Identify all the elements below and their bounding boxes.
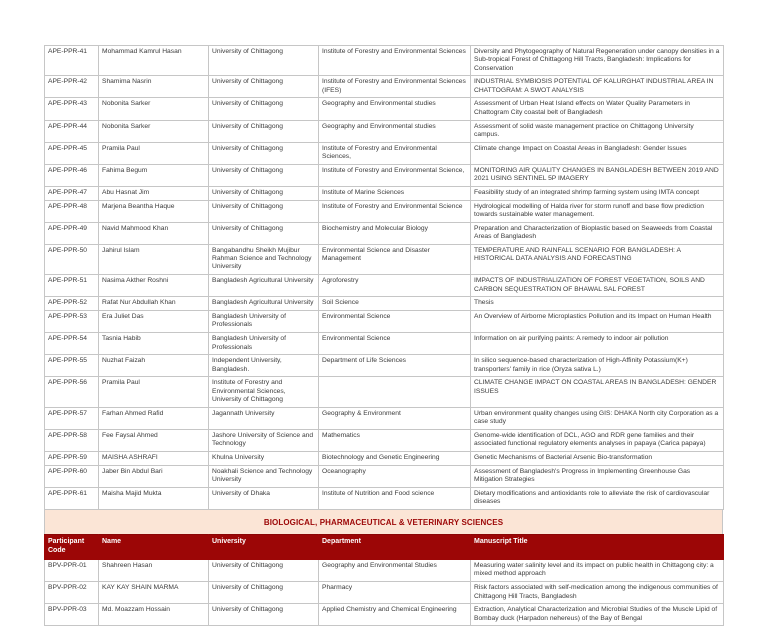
- cell-department: Environmental Science: [319, 333, 471, 355]
- cell-code: APE-PPR-50: [45, 244, 99, 274]
- cell-name: Nobonita Sarker: [99, 98, 209, 120]
- table-row: [45, 186, 724, 200]
- table-row: [45, 429, 724, 451]
- table-row: [45, 200, 724, 222]
- cell-title: MONITORING AIR QUALITY CHANGES IN BANGLADESH BETWEEN 2019 AND 2021 USING SENTINEL 5P IMAGERY: [471, 164, 724, 186]
- cell-name: Farhan Ahmed Rafid: [99, 407, 209, 429]
- ape-table-body: [45, 46, 724, 510]
- cell-title: Urban environment quality changes using GIS: DHAKA North city Corporation as a case study: [471, 407, 724, 429]
- cell-title: Assessment of Bangladesh's Progress in Implementing Greenhouse Gas Mitigation Strategies: [471, 465, 724, 487]
- cell-title: TEMPERATURE AND RAINFALL SCENARIO FOR BANGLADESH: A HISTORICAL DATA ANALYSIS AND FORECASTING: [471, 244, 724, 274]
- cell-code: APE-PPR-61: [45, 487, 99, 509]
- cell-code: APE-PPR-58: [45, 429, 99, 451]
- cell-name: Jahirul Islam: [99, 244, 209, 274]
- cell-title: In silico sequence-based characterization of High-Affinity Potassium(K+) transporters' family in rice (Oryza sativa L.): [471, 355, 724, 377]
- cell-university: University of Chittagong: [209, 186, 319, 200]
- cell-code: BPV-PPR-01: [45, 560, 99, 582]
- table-row: [45, 46, 724, 76]
- cell-university: Khulna University: [209, 451, 319, 465]
- cell-department: Institute of Forestry and Environmental Sciences: [319, 46, 471, 76]
- cell-code: APE-PPR-46: [45, 164, 99, 186]
- table-row: [45, 355, 724, 377]
- cell-code: BPV-PPR-03: [45, 604, 99, 626]
- table-row: [45, 311, 724, 333]
- cell-name: Md. Moazzam Hossain: [99, 604, 209, 626]
- cell-name: Navid Mahmood Khan: [99, 222, 209, 244]
- cell-name: Fee Faysal Ahmed: [99, 429, 209, 451]
- cell-code: APE-PPR-49: [45, 222, 99, 244]
- cell-university: University of Chittagong: [209, 98, 319, 120]
- column-header-department: Department: [319, 534, 471, 559]
- cell-code: APE-PPR-42: [45, 76, 99, 98]
- cell-university: University of Chittagong: [209, 604, 319, 626]
- column-header-name: Name: [99, 534, 209, 559]
- cell-department: Institute of Forestry and Environmental Science,: [319, 164, 471, 186]
- cell-department: Geography and Environmental studies: [319, 120, 471, 142]
- cell-department: Soil Science: [319, 297, 471, 311]
- cell-university: Jashore University of Science and Technology: [209, 429, 319, 451]
- cell-department: Applied Chemistry and Chemical Engineering: [319, 604, 471, 626]
- cell-name: Pramila Paul: [99, 377, 209, 407]
- table-row: [45, 604, 724, 626]
- cell-name: Era Juliet Das: [99, 311, 209, 333]
- cell-department: Institute of Nutrition and Food science: [319, 487, 471, 509]
- cell-title: Risk factors associated with self-medication among the indigenous communities of Chittagong Hill Tracts, Bangladesh: [471, 582, 724, 604]
- table-row: [45, 333, 724, 355]
- cell-department: Biotechnology and Genetic Engineering: [319, 451, 471, 465]
- cell-title: Extraction, Analytical Characterization and Microbial Studies of the Muscle Lipid of Bombay duck (Harpadon nehereus) of the Bay of Bengal: [471, 604, 724, 626]
- cell-code: BPV-PPR-02: [45, 582, 99, 604]
- cell-name: Nasima Akther Roshni: [99, 275, 209, 297]
- cell-code: APE-PPR-59: [45, 451, 99, 465]
- cell-university: University of Chittagong: [209, 142, 319, 164]
- column-header-manuscript-title: Manuscript Title: [471, 534, 724, 559]
- cell-title: Preparation and Characterization of Bioplastic based on Seaweeds from Coastal Areas of Bangladesh: [471, 222, 724, 244]
- cell-title: An Overview of Airborne Microplastics Pollution and its Impact on Human Health: [471, 311, 724, 333]
- table-row: [45, 164, 724, 186]
- cell-code: APE-PPR-52: [45, 297, 99, 311]
- table-row: [45, 582, 724, 604]
- cell-university: Institute of Forestry and Environmental Sciences, University of Chittagong: [209, 377, 319, 407]
- column-header-university: University: [209, 534, 319, 559]
- cell-department: Institute of Forestry and Environmental Sciences,: [319, 142, 471, 164]
- cell-department: Geography and Environmental studies: [319, 98, 471, 120]
- cell-university: University of Chittagong: [209, 560, 319, 582]
- cell-name: Pramila Paul: [99, 142, 209, 164]
- cell-university: University of Chittagong: [209, 200, 319, 222]
- ape-participants-table: [44, 45, 724, 510]
- cell-name: Jaber Bin Abdul Bari: [99, 465, 209, 487]
- table-row: [45, 222, 724, 244]
- cell-code: APE-PPR-41: [45, 46, 99, 76]
- cell-title: Assessment of Urban Heat Island effects on Water Quality Parameters in Chattogram City coastal belt of Bangladesh: [471, 98, 724, 120]
- cell-title: Measuring water salinity level and its impact on public health in Chittagong city: a mixed method approach: [471, 560, 724, 582]
- cell-title: Hydrological modelling of Halda river for storm runoff and base flow prediction towards sustainable water management.: [471, 200, 724, 222]
- table-row: [45, 275, 724, 297]
- cell-department: Agroforestry: [319, 275, 471, 297]
- cell-code: APE-PPR-53: [45, 311, 99, 333]
- cell-name: Abu Hasnat Jim: [99, 186, 209, 200]
- cell-title: Climate change Impact on Coastal Areas in Bangladesh: Gender Issues: [471, 142, 724, 164]
- cell-code: APE-PPR-57: [45, 407, 99, 429]
- cell-code: APE-PPR-43: [45, 98, 99, 120]
- cell-university: University of Chittagong: [209, 120, 319, 142]
- cell-department: Geography and Environmental Studies: [319, 560, 471, 582]
- cell-name: MAISHA ASHRAFI: [99, 451, 209, 465]
- table-row: [45, 560, 724, 582]
- cell-title: Assessment of solid waste management practice on Chittagong University campus.: [471, 120, 724, 142]
- cell-title: Diversity and Phytogeography of Natural Regeneration under canopy densities in a Sub-tropical Forest of Chittagong Hill Tracts, Bangladesh: Implications for Conservation: [471, 46, 724, 76]
- cell-code: APE-PPR-48: [45, 200, 99, 222]
- cell-title: Genome-wide identification of DCL, AGO and RDR gene families and their associated functional regulatory elements analyses in papaya (Carica papaya): [471, 429, 724, 451]
- table-row: [45, 98, 724, 120]
- cell-name: KAY KAY SHAIN MARMA: [99, 582, 209, 604]
- bpv-participants-table: [44, 534, 724, 626]
- cell-code: APE-PPR-47: [45, 186, 99, 200]
- cell-name: Maisha Majid Mukta: [99, 487, 209, 509]
- cell-name: Shamima Nasrin: [99, 76, 209, 98]
- cell-code: APE-PPR-54: [45, 333, 99, 355]
- cell-name: Marjena Beantha Haque: [99, 200, 209, 222]
- cell-title: INDUSTRIAL SYMBIOSIS POTENTIAL OF KALURGHAT INDUSTRIAL AREA IN CHATTOGRAM: A SWOT ANALYSIS: [471, 76, 724, 98]
- table-row: [45, 142, 724, 164]
- table-row: [45, 451, 724, 465]
- cell-name: Mohammad Kamrul Hasan: [99, 46, 209, 76]
- cell-university: Noakhali Science and Technology University: [209, 465, 319, 487]
- table-row: [45, 487, 724, 509]
- cell-university: University of Chittagong: [209, 76, 319, 98]
- cell-title: CLIMATE CHANGE IMPACT ON COASTAL AREAS IN BANGLADESH: GENDER ISSUES: [471, 377, 724, 407]
- cell-university: Bangladesh Agricultural University: [209, 275, 319, 297]
- cell-department: Department of Life Sciences: [319, 355, 471, 377]
- cell-name: Rafat Nur Abdullah Khan: [99, 297, 209, 311]
- cell-title: Feasibility study of an integrated shrimp farming system using IMTA concept: [471, 186, 724, 200]
- cell-code: APE-PPR-55: [45, 355, 99, 377]
- cell-title: Information on air purifying paints: A remedy to indoor air pollution: [471, 333, 724, 355]
- cell-name: Shahreen Hasan: [99, 560, 209, 582]
- cell-department: Environmental Science: [319, 311, 471, 333]
- bpv-table-header-row: [45, 534, 724, 559]
- cell-university: Jagannath University: [209, 407, 319, 429]
- participants-document: [44, 45, 723, 626]
- cell-department: Pharmacy: [319, 582, 471, 604]
- cell-title: Thesis: [471, 297, 724, 311]
- cell-name: Fahima Begum: [99, 164, 209, 186]
- cell-department: Oceanography: [319, 465, 471, 487]
- cell-university: Bangladesh University of Professionals: [209, 333, 319, 355]
- table-row: [45, 465, 724, 487]
- cell-university: Independent University, Bangladesh.: [209, 355, 319, 377]
- cell-code: APE-PPR-44: [45, 120, 99, 142]
- cell-university: Bangabandhu Sheikh Mujibur Rahman Science and Technology University: [209, 244, 319, 274]
- table-row: [45, 297, 724, 311]
- cell-code: APE-PPR-45: [45, 142, 99, 164]
- cell-university: University of Chittagong: [209, 582, 319, 604]
- cell-department: [319, 377, 471, 407]
- cell-university: University of Chittagong: [209, 222, 319, 244]
- cell-department: Biochemistry and Molecular Biology: [319, 222, 471, 244]
- column-header-participant-code: Participant Code: [45, 534, 99, 559]
- cell-university: University of Dhaka: [209, 487, 319, 509]
- cell-name: Nuzhat Faizah: [99, 355, 209, 377]
- table-row: [45, 244, 724, 274]
- cell-university: University of Chittagong: [209, 46, 319, 76]
- cell-department: Institute of Marine Sciences: [319, 186, 471, 200]
- cell-department: Mathematics: [319, 429, 471, 451]
- table-row: [45, 120, 724, 142]
- cell-title: Dietary modifications and antioxidants role to alleviate the risk of cardiovascular diseases: [471, 487, 724, 509]
- cell-code: APE-PPR-60: [45, 465, 99, 487]
- cell-title: Genetic Mechanisms of Bacterial Arsenic Bio-transformation: [471, 451, 724, 465]
- section-header-biological-pharmaceutical-veterinary: BIOLOGICAL, PHARMACEUTICAL & VETERINARY SCIENCES: [44, 510, 723, 534]
- table-row: [45, 407, 724, 429]
- cell-code: APE-PPR-51: [45, 275, 99, 297]
- cell-department: Institute of Forestry and Environmental Science: [319, 200, 471, 222]
- bpv-table-body: [45, 560, 724, 626]
- cell-code: APE-PPR-56: [45, 377, 99, 407]
- cell-name: Tasnia Habib: [99, 333, 209, 355]
- cell-department: Geography & Environment: [319, 407, 471, 429]
- cell-university: University of Chittagong: [209, 164, 319, 186]
- cell-university: Bangladesh University of Professionals: [209, 311, 319, 333]
- table-row: [45, 377, 724, 407]
- cell-name: Nobonita Sarker: [99, 120, 209, 142]
- cell-title: IMPACTS OF INDUSTRIALIZATION OF FOREST VEGETATION, SOILS AND CARBON SEQUESTRATION OF BHAWAL SAL FOREST: [471, 275, 724, 297]
- cell-department: Institute of Forestry and Environmental Sciences (IFES): [319, 76, 471, 98]
- cell-department: Environmental Science and Disaster Management: [319, 244, 471, 274]
- table-row: [45, 76, 724, 98]
- cell-university: Bangladesh Agricultural University: [209, 297, 319, 311]
